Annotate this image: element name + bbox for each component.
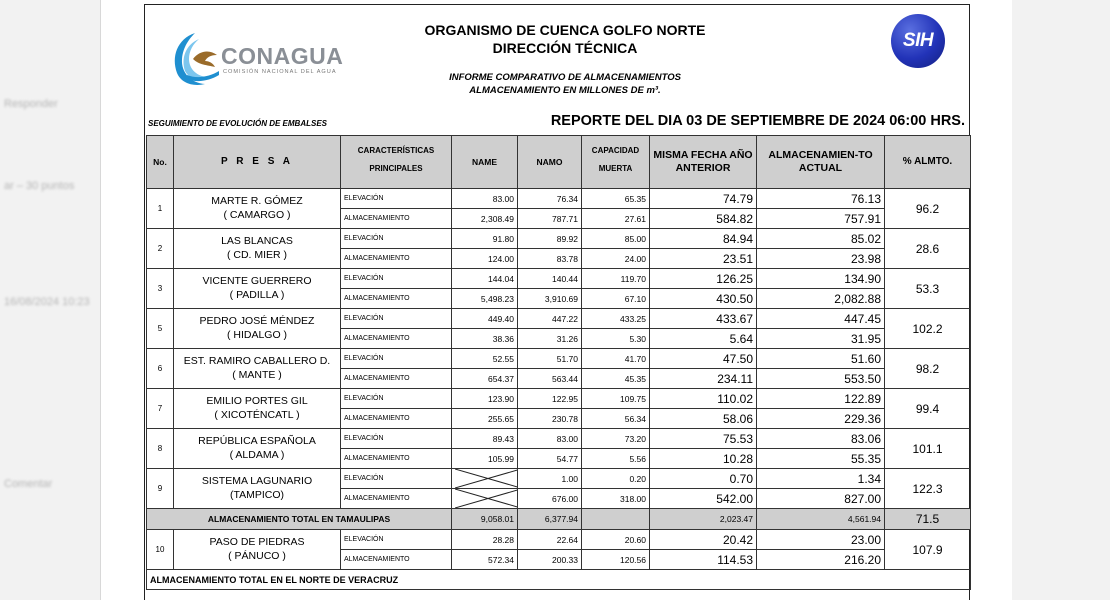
col-header-no: No. [147, 136, 174, 189]
cell-capacidad: 24.00 [582, 249, 650, 269]
reservoir-name-line1: EMILIO PORTES GIL [206, 394, 308, 407]
reservoir-name [174, 349, 341, 389]
row-label-elevacion: ELEVACIÓN [341, 429, 452, 449]
cell-current: 1.34 [757, 469, 885, 489]
total-namo: 6,377.94 [518, 509, 582, 530]
report-type: INFORME COMPARATIVO DE ALMACENAMIENTOS [449, 72, 681, 83]
reservoir-name-line2: ( PÁNUCO ) [228, 549, 286, 562]
reservoir-name-line2: ( MANTE ) [232, 368, 282, 381]
cell-namo: 83.00 [518, 429, 582, 449]
col-header-pct: % ALMTO. [885, 136, 971, 189]
cell-prev-year: 110.02 [650, 389, 757, 409]
reservoir-name-line1: SISTEMA LAGUNARIO [201, 474, 313, 487]
cell-capacidad: 41.70 [582, 349, 650, 369]
cell-current: 122.89 [757, 389, 885, 409]
cell-current: 757.91 [757, 209, 885, 229]
col-header-caracteristicas-line2: PRINCIPALES [369, 164, 423, 173]
cell-namo: 3,910.69 [518, 289, 582, 309]
row-number: 3 [147, 269, 174, 309]
col-header-caracteristicas [341, 136, 452, 189]
row-number: 9 [147, 469, 174, 509]
report-document [144, 4, 970, 600]
cell-prev-year: 75.53 [650, 429, 757, 449]
table-body [147, 189, 971, 590]
reservoir-name-line2: ( ALDAMA ) [229, 448, 285, 461]
cell-pct: 101.1 [885, 429, 971, 469]
cell-name: 144.04 [452, 269, 518, 289]
total-row-tamaulipas [147, 509, 971, 530]
table-row [147, 189, 971, 209]
total-label: ALMACENAMIENTO TOTAL EN EL NORTE DE VERACRUZ [147, 570, 971, 590]
reservoir-name-line1: LAS BLANCAS [221, 234, 293, 247]
row-label-almacenamiento: ALMACENAMIENTO [341, 449, 452, 469]
cell-prev-year: 542.00 [650, 489, 757, 509]
table-row [147, 309, 971, 329]
reservoir-name-line2: ( PADILLA ) [229, 288, 285, 301]
cell-capacidad: 20.60 [582, 530, 650, 550]
cell-capacidad: 0.20 [582, 469, 650, 489]
tracking-label: SEGUIMIENTO DE EVOLUCIÓN DE EMBALSES [148, 119, 327, 128]
cell-name-empty [452, 489, 518, 509]
cell-capacidad: 5.30 [582, 329, 650, 349]
row-label-elevacion: ELEVACIÓN [341, 389, 452, 409]
cell-current: 216.20 [757, 550, 885, 570]
background-panel-right [1012, 0, 1110, 600]
cell-prev-year: 58.06 [650, 409, 757, 429]
reservoir-name-line1: VICENTE GUERRERO [202, 274, 312, 287]
reservoir-name-line1: PASO DE PIEDRAS [209, 535, 305, 548]
cell-namo: 122.95 [518, 389, 582, 409]
empty-cell-cross-icon [455, 489, 518, 508]
reservoir-name [174, 229, 341, 269]
table-row [147, 349, 971, 369]
cell-current: 553.50 [757, 369, 885, 389]
row-number: 10 [147, 530, 174, 570]
cell-prev-year: 10.28 [650, 449, 757, 469]
cell-current: 31.95 [757, 329, 885, 349]
cell-name: 5,498.23 [452, 289, 518, 309]
org-title: ORGANISMO DE CUENCA GOLFO NORTE [424, 22, 706, 38]
divider [100, 0, 101, 600]
cell-pct: 96.2 [885, 189, 971, 229]
reservoir-name [174, 530, 341, 570]
row-label-almacenamiento: ALMACENAMIENTO [341, 550, 452, 570]
table-row [147, 229, 971, 249]
total-name: 9,058.01 [452, 509, 518, 530]
reservoir-name-line2: ( CAMARGO ) [223, 208, 291, 221]
cell-namo: 83.78 [518, 249, 582, 269]
cell-prev-year: 433.67 [650, 309, 757, 329]
cell-prev-year: 23.51 [650, 249, 757, 269]
cell-capacidad: 73.20 [582, 429, 650, 449]
col-header-namo: NAMO [518, 136, 582, 189]
cell-prev-year: 234.11 [650, 369, 757, 389]
reservoir-name [174, 389, 341, 429]
cell-namo: 447.22 [518, 309, 582, 329]
cell-name: 83.00 [452, 189, 518, 209]
cell-prev-year: 5.64 [650, 329, 757, 349]
cell-pct: 102.2 [885, 309, 971, 349]
cell-name: 91.80 [452, 229, 518, 249]
cell-namo: 22.64 [518, 530, 582, 550]
total-label: ALMACENAMIENTO TOTAL EN TAMAULIPAS [147, 509, 452, 530]
cell-current: 229.36 [757, 409, 885, 429]
cell-capacidad: 119.70 [582, 269, 650, 289]
cell-name: 89.43 [452, 429, 518, 449]
reservoir-name-line2: ( HIDALGO ) [226, 328, 288, 341]
cell-prev-year: 84.94 [650, 229, 757, 249]
cell-pct: 99.4 [885, 389, 971, 429]
reservoir-name [174, 469, 341, 509]
cell-current: 83.06 [757, 429, 885, 449]
cell-pct: 53.3 [885, 269, 971, 309]
cell-name: 124.00 [452, 249, 518, 269]
conagua-emblem-icon [169, 29, 221, 89]
cell-capacidad: 67.10 [582, 289, 650, 309]
cell-namo: 31.26 [518, 329, 582, 349]
cell-current: 23.98 [757, 249, 885, 269]
cell-name: 52.55 [452, 349, 518, 369]
cell-current: 827.00 [757, 489, 885, 509]
col-header-caracteristicas-line1: CARACTERÍSTICAS [357, 146, 435, 155]
cell-capacidad: 27.61 [582, 209, 650, 229]
total-row-veracruz [147, 570, 971, 590]
cell-capacidad: 45.35 [582, 369, 650, 389]
units-note: ALMACENAMIENTO EN MILLONES DE m³. [469, 85, 661, 96]
cell-namo: 230.78 [518, 409, 582, 429]
row-label-almacenamiento: ALMACENAMIENTO [341, 249, 452, 269]
background-text: Comentar [4, 478, 53, 490]
cell-current: 447.45 [757, 309, 885, 329]
row-label-elevacion: ELEVACIÓN [341, 469, 452, 489]
cell-prev-year: 114.53 [650, 550, 757, 570]
reservoir-name-line1: EST. RAMIRO CABALLERO D. [183, 354, 331, 367]
reservoir-table [146, 135, 971, 590]
reservoir-name-line2: ( CD. MIER ) [226, 248, 288, 261]
reservoir-name-line1: REPÚBLICA ESPAÑOLA [198, 434, 316, 447]
col-header-capacidad-line1: CAPACIDAD [591, 146, 640, 155]
total-pct: 71.5 [885, 509, 971, 530]
cell-name: 572.34 [452, 550, 518, 570]
cell-prev-year: 126.25 [650, 269, 757, 289]
row-number: 8 [147, 429, 174, 469]
row-label-almacenamiento: ALMACENAMIENTO [341, 369, 452, 389]
row-label-almacenamiento: ALMACENAMIENTO [341, 329, 452, 349]
cell-namo: 676.00 [518, 489, 582, 509]
reservoir-name-line1: MARTE R. GÓMEZ [211, 194, 303, 207]
cell-namo: 54.77 [518, 449, 582, 469]
background-text: ar – 30 puntos [4, 180, 75, 192]
cell-current: 76.13 [757, 189, 885, 209]
total-prev-year: 2,023.47 [650, 509, 757, 530]
background-text: 16/08/2024 10:23 [4, 296, 90, 308]
col-header-presa: P R E S A [174, 136, 341, 189]
reservoir-name [174, 429, 341, 469]
cell-namo: 200.33 [518, 550, 582, 570]
cell-name: 2,308.49 [452, 209, 518, 229]
cell-capacidad: 5.56 [582, 449, 650, 469]
cell-name: 255.65 [452, 409, 518, 429]
row-label-elevacion: ELEVACIÓN [341, 269, 452, 289]
cell-current: 51.60 [757, 349, 885, 369]
report-date: REPORTE DEL DIA 03 DE SEPTIEMBRE DE 2024 06:00 HRS. [550, 113, 965, 129]
cell-name: 38.36 [452, 329, 518, 349]
cell-current: 2,082.88 [757, 289, 885, 309]
col-header-almacenamiento-actual: ALMACENAMIEN-TO ACTUAL [757, 136, 885, 189]
table-row [147, 469, 971, 489]
cell-pct: 28.6 [885, 229, 971, 269]
row-label-elevacion: ELEVACIÓN [341, 189, 452, 209]
cell-prev-year: 74.79 [650, 189, 757, 209]
cell-prev-year: 0.70 [650, 469, 757, 489]
reservoir-name [174, 309, 341, 349]
table-row [147, 429, 971, 449]
table-row [147, 269, 971, 289]
cell-prev-year: 584.82 [650, 209, 757, 229]
cell-current: 55.35 [757, 449, 885, 469]
reservoir-name-line2: ( XICOTÉNCATL ) [214, 408, 300, 421]
cell-current: 23.00 [757, 530, 885, 550]
table-row [147, 389, 971, 409]
cell-name: 123.90 [452, 389, 518, 409]
cell-capacidad: 56.34 [582, 409, 650, 429]
conagua-logo-subtext: COMISIÓN NACIONAL DEL AGUA [223, 69, 337, 75]
cell-pct: 98.2 [885, 349, 971, 389]
cell-capacidad: 318.00 [582, 489, 650, 509]
total-current: 4,561.94 [757, 509, 885, 530]
cell-current: 85.02 [757, 229, 885, 249]
row-number: 7 [147, 389, 174, 429]
cell-name: 28.28 [452, 530, 518, 550]
total-capacidad [582, 509, 650, 530]
cell-capacidad: 65.35 [582, 189, 650, 209]
row-label-almacenamiento: ALMACENAMIENTO [341, 489, 452, 509]
reservoir-name-line1: PEDRO JOSÉ MÉNDEZ [199, 314, 315, 327]
col-header-capacidad-line2: MUERTA [598, 164, 633, 173]
row-label-almacenamiento: ALMACENAMIENTO [341, 289, 452, 309]
cell-capacidad: 109.75 [582, 389, 650, 409]
cell-capacidad: 120.56 [582, 550, 650, 570]
table-row [147, 530, 971, 550]
cell-namo: 140.44 [518, 269, 582, 289]
row-label-elevacion: ELEVACIÓN [341, 229, 452, 249]
cell-namo: 89.92 [518, 229, 582, 249]
row-number: 1 [147, 189, 174, 229]
row-number: 2 [147, 229, 174, 269]
cell-name: 654.37 [452, 369, 518, 389]
cell-pct: 122.3 [885, 469, 971, 509]
cell-namo: 76.34 [518, 189, 582, 209]
col-header-misma-fecha: MISMA FECHA AÑO ANTERIOR [650, 136, 757, 189]
reservoir-name-line2: (TAMPICO) [229, 488, 285, 501]
cell-capacidad: 433.25 [582, 309, 650, 329]
row-label-elevacion: ELEVACIÓN [341, 309, 452, 329]
row-number: 5 [147, 309, 174, 349]
conagua-logo [169, 29, 359, 91]
cell-current: 134.90 [757, 269, 885, 289]
cell-namo: 787.71 [518, 209, 582, 229]
direction-title: DIRECCIÓN TÉCNICA [492, 40, 638, 56]
cell-name-empty [452, 469, 518, 489]
cell-name: 105.99 [452, 449, 518, 469]
reservoir-name [174, 269, 341, 309]
row-label-almacenamiento: ALMACENAMIENTO [341, 409, 452, 429]
row-label-elevacion: ELEVACIÓN [341, 530, 452, 550]
cell-namo: 1.00 [518, 469, 582, 489]
conagua-logo-text: CONAGUA [221, 43, 344, 69]
sih-logo: SIH [891, 14, 945, 68]
cell-capacidad: 85.00 [582, 229, 650, 249]
background-panel-left [0, 0, 100, 600]
col-header-capacidad [582, 136, 650, 189]
cell-namo: 51.70 [518, 349, 582, 369]
reservoir-name [174, 189, 341, 229]
cell-prev-year: 430.50 [650, 289, 757, 309]
table-header-row [147, 136, 971, 189]
col-header-name: NAME [452, 136, 518, 189]
row-number: 6 [147, 349, 174, 389]
cell-name: 449.40 [452, 309, 518, 329]
background-text: Responder [4, 98, 58, 110]
empty-cell-cross-icon [455, 469, 518, 488]
cell-prev-year: 20.42 [650, 530, 757, 550]
row-label-almacenamiento: ALMACENAMIENTO [341, 209, 452, 229]
row-label-elevacion: ELEVACIÓN [341, 349, 452, 369]
cell-prev-year: 47.50 [650, 349, 757, 369]
cell-namo: 563.44 [518, 369, 582, 389]
cell-pct: 107.9 [885, 530, 971, 570]
